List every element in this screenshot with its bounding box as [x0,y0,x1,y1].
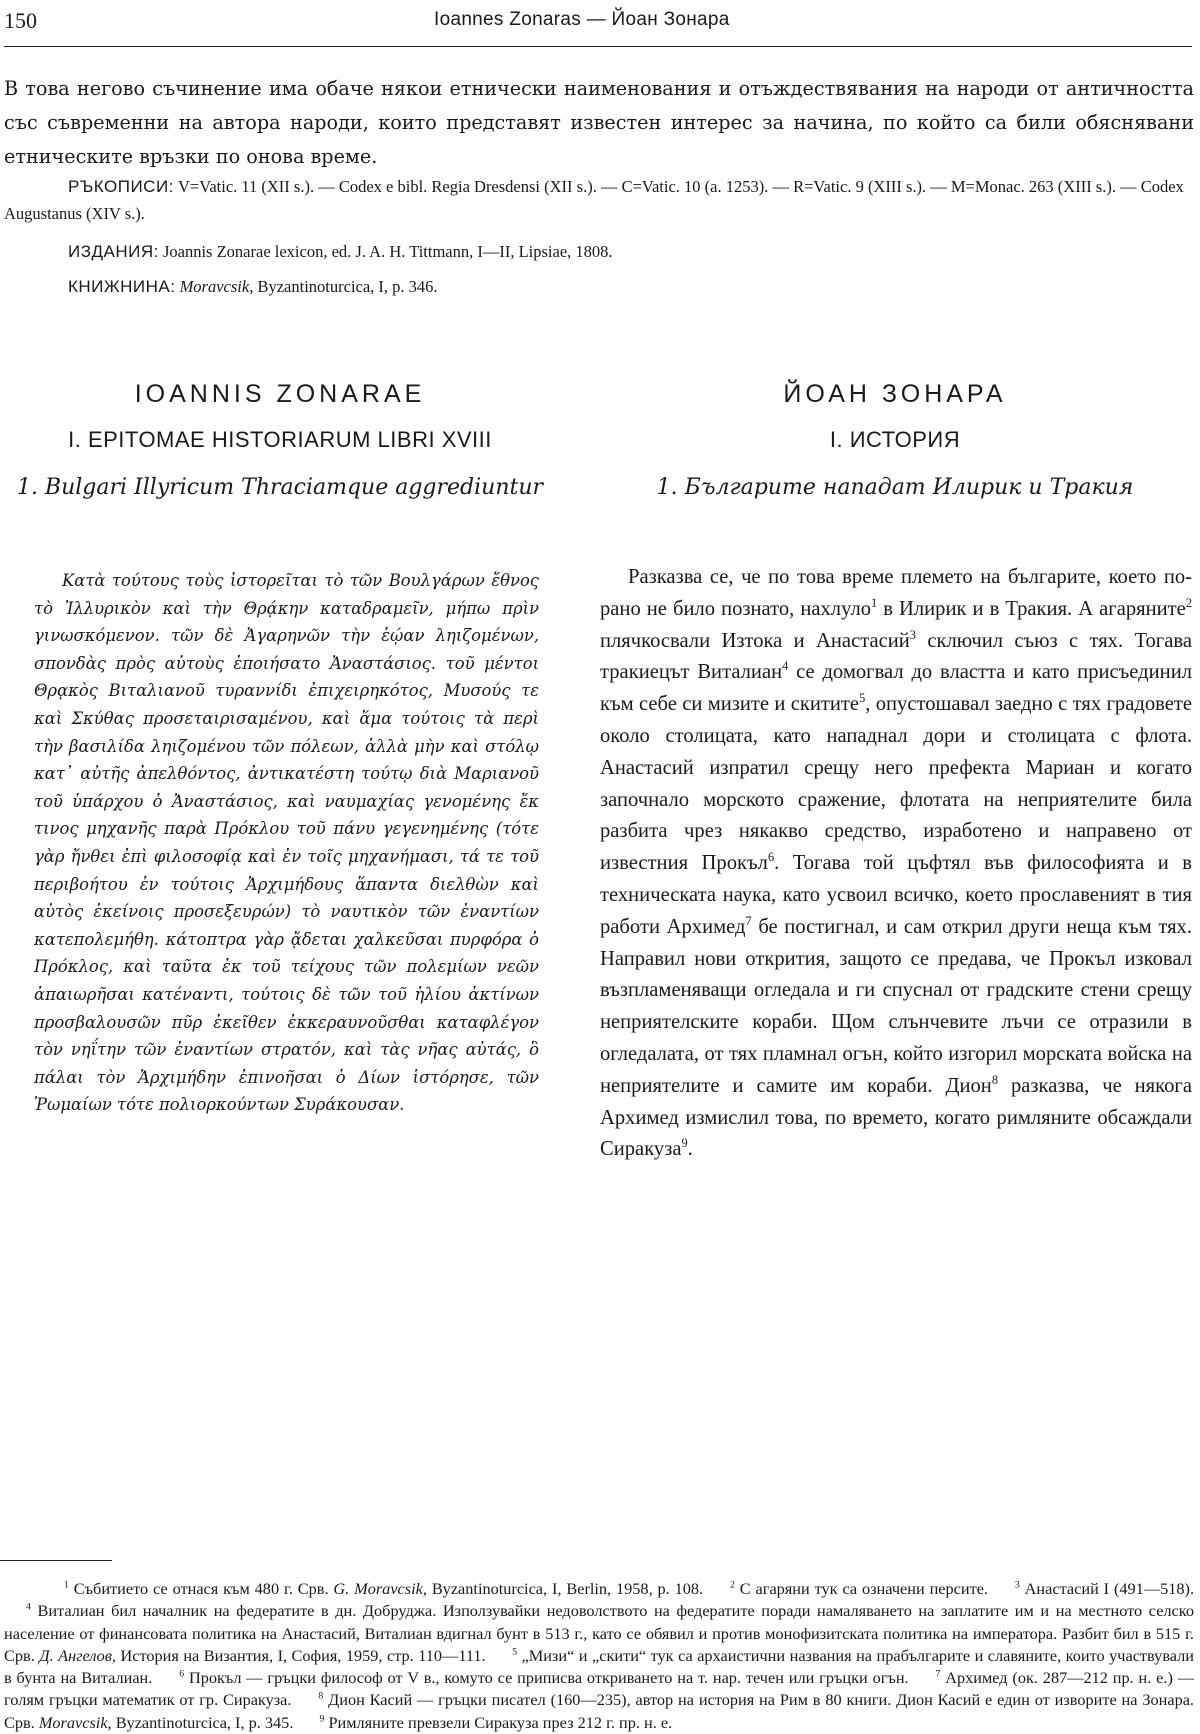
footnote-marker: 5 [859,691,866,706]
paragraph-text-run: в Илирик и в Тракия. А агаряните [877,597,1186,620]
footnote-number: 9 [319,1713,325,1725]
paragraph-text-run: плячкосвали Изтока и Анастасий [600,629,910,652]
paragraph-text-run: сключил съюз с тях. Тогава тракиецът Виталиан [600,629,1192,684]
footnote-text: Byzantinoturcica, I, Berlin, 1958, p. 108. [426,1579,704,1598]
footnote-marker: 4 [782,659,789,674]
bulgarian-work-heading: I. ИСТОРИЯ [829,427,961,452]
footnote-3 [993,1579,1194,1598]
footnote-1 [4,1579,703,1598]
footnote-text: История на Византия, I, София, 1959, стр. 110—111. [115,1645,486,1665]
footnote-text: Виталиан бил началник на федератите в дн. Добруджа. Използувайки недоволството на федератите поради намаляването на заплатите им и на местното селско население от финансовата политика на Анастасий, Виталиан вдигнал бунт в 513 г., като се обявил и против монофизитската политика на императора. Разбит бил в 515 г. Срв. [4,1601,1194,1665]
editions-entry [4,238,1194,265]
footnote-2 [708,1579,988,1598]
footnote-number: 4 [26,1601,31,1613]
footnote-marker: 2 [1185,595,1192,610]
footnote-number: 3 [1014,1579,1020,1591]
footnote-text: Архимед (ок. 287—212 пр. н. е.) — голям гръцки математик от гр. Сиракуза. [4,1668,1195,1710]
footnote-number: 7 [935,1668,941,1680]
manuscripts-text: V=Vatic. 11 (XII s.). — Codex e bibl. Regia Dresdensi (XII s.). — C=Vatic. 10 (a. 1253). — R=Vatic. 9 (XIII s.). — M=Monac. 263 (XIII s.). — Codex Augustanus (XIV s.). [4,177,1184,223]
bulgarian-text-column [600,562,1192,1166]
paragraph-text-run: разказва, че някога Архимед измислил това, по времето, когато римляните обсаждали Сиракуза [600,1074,1193,1161]
footnote-marker: 1 [871,595,878,610]
footnote-text: С агаряни тук са означени персите. [739,1579,988,1598]
bulgarian-column-heading [600,380,1190,502]
paragraph-text-run: , опустошавал заедно с тях градовете около столицата, като нападнал дори и столицата с флота. Анастасий изпратил срещу него префекта Мариан и когато започнало морското сражение, флотата на неприятелите била разбита чрез някакво средство, изработено и направено от известния Прокъл [600,693,1193,875]
latin-column-heading [0,380,560,502]
latin-work-heading: I. EPITOMAE HISTORIARUM LIBRI XVIII [68,427,492,452]
bulgarian-section-heading: 1. Българите нападат Илирик и Тракия [656,475,1134,500]
literature-label: КНИЖНИНА: [68,277,176,296]
footnote-text: Събитието се отнася към 480 г. Срв. [73,1579,334,1598]
latin-section-heading: 1. Bulgari Illyricum Thraciamque aggrediuntur [16,475,544,500]
manuscripts-label: РЪКОПИСИ: [68,177,174,196]
footnote-9 [297,1713,672,1732]
greek-paragraph: Κατὰ τούτους τοὺς ἱστορεῖται τὸ τῶν Βουλγάρων ἔθνος τὸ Ἰλλυρικὸν καὶ τὴν Θρᾴκην καταδραμεῖν, μήπω πρὶν γινωσκόμενον. τῶν δὲ Ἀγαρηνῶν τὴν ἑῴαν ληιζομένων, σπονδὰς πρὸς αὐτοὺς ἐποιήσατο Ἀναστάσιος. τοῦ μέντοι Θρᾳκὸς Βιταλιανοῦ τυραννίδι ἐπιχειρηκότος, Μυσούς τε καὶ Σκύθας προσεταιρισαμένου, καὶ ἅμα τούτοις τὰ περὶ τὴν βασιλίδα ληιζομένου τῶν πόλεων, ἀλλὰ μὴν καὶ στόλῳ κατ᾿ αὐτῆς ἀπελθόντος, ἀντικατέστη τούτῳ διὰ Μαριανοῦ τοῦ ὑπάρχου ὁ Ἀναστάσιος, καὶ ναυμαχίας γενομένης ἔκ τινος μηχανῆς παρὰ Πρόκλου τοῦ πάνυ γεγενημένης (τότε γὰρ ἤνθει ἐπὶ φιλοσοφίᾳ καὶ ἐν τοῖς μηχανήμασι, τά τε τοῦ περιβοήτου ἐν τούτοις Ἀρχιμήδους ἅπαντα διελθὼν καὶ αὐτὸς ἐκείνοις προσεξευρών) τὸ ναυτικὸν τῶν ἐναντίων κατεπολεμήθη. κάτοπτρα γὰρ ᾄδεται χαλκεῦσαι πυρφόρα ὁ Πρόκλος, καὶ ταῦτα ἐκ τοῦ τείχους τῶν πολεμίων νεῶν ἀπαιωρῆσαι κατέναντι, τούτοις δὲ τῶν τοῦ ἡλίου ἀκτίνων προσβαλουσῶν πῦρ ἐκεῖθεν ἐκκεραυνοῦσθαι καταφλέγον τὸν νηΐτην τῶν ἐναντίων στρατόν, καὶ τὰς νῆας αὐτάς, ὃ πάλαι τὸν Ἀρχιμήδην ἐπινοῆσαι ὁ Δίων ἱστόρησε, τῶν Ῥωμαίων τότε πολιορκούντων Συράκουσαν. [34,571,539,1115]
greek-text-column [34,567,539,1119]
bulgarian-author-heading: ЙОАН ЗОНАРА [783,380,1007,408]
paragraph-text-run: . Тогава той цъфтял във философията и в техническата наука, като усвоил всичко, което прославеният в тия работи Архимед [600,852,1192,938]
footnote-rule [0,1560,112,1561]
footnote-number: 2 [730,1579,735,1591]
footnote-text: Дион Касий — гръцки писател (160—235), автор на история на Рим в 80 книги. Дион Касий е един от изворите на Зонара. Срв. [4,1690,1195,1732]
footnote-marker: 8 [991,1072,999,1087]
footnotes [4,1578,1194,1734]
footnote-text: Римляните превзели Сиракуза през 212 г. пр. н. е. [328,1712,673,1732]
literature-text: Byzantinoturcica, I, p. 346. [257,277,438,296]
footnote-marker: 3 [909,627,916,642]
footnote-marker: 7 [745,913,752,928]
footnote-text: Анастасий I (491—518). [1024,1579,1195,1598]
intro-paragraph: В това негово съчинение има обаче някои етнически наименования и отъждествявания на народи от античността със съвременни на автора народи, които представят известен интерес за начина, по който са били обяснявани етническите връзки по онова време. [4,77,1194,168]
editions-text: Joannis Zonarae lexicon, ed. J. A. H. Tittmann, I—II, Lipsiae, 1808. [162,242,613,261]
footnote-6 [157,1668,908,1687]
footnote-author: Moravcsik, [38,1712,112,1732]
footnote-text: Прокъл — гръцки философ от V в., комуто се приписва откриването на т. нар. течен или гръцки огън. [188,1668,909,1688]
header-rule [4,46,1192,47]
running-title: Ioannes Zonaras — Йоан Зонара [434,9,730,30]
paragraph-text-run: бе постигнал, и сам открил други неща към тях. Направил нови открития, защото се предава, че Прокъл изковал възпламеняващи огледала и ги спуснал от градските стени срещу неприятелските кораби. Щом слънчевите лъчи се отразили в огледалата, от тях пламнал огън, който изгорил морската войска на неприятелите и самите им кораби. Дион [600,915,1193,1097]
footnote-number: 6 [179,1668,185,1680]
paragraph-text-run: . [687,1138,693,1161]
paragraph-text-run: Разказва се, че по това време племето на българите, което по-рано не било познато, нахлуло [600,566,1192,620]
footnote-author: G. Moravcsik, [333,1579,427,1598]
running-header [4,8,1192,42]
footnote-text: Byzantinoturcica, I, p. 345. [111,1712,294,1732]
paragraph-text-run: се домогвал до властта и като присъединил към себе си мизите и скитите [600,661,1192,716]
page-number: 150 [4,8,37,33]
footnote-number: 5 [512,1646,518,1658]
footnote-author: Д. Ангелов, [39,1645,116,1665]
literature-entry [4,273,1194,300]
bulgarian-paragraph [600,562,1192,1166]
footnote-number: 8 [318,1691,324,1703]
latin-author-heading: IOANNIS ZONARAE [134,380,426,408]
editions-label: ИЗДАНИЯ: [68,242,159,261]
footnote-number: 1 [64,1579,69,1591]
footnote-text: „Мизи“ и „скити“ тук са архаистични названия на прабългарите и славяните, които участвували в бунта на Виталиан. [4,1645,1194,1688]
footnote-marker: 9 [681,1136,688,1151]
literature-author: Moravcsik, [179,277,254,296]
manuscripts-entry [4,173,1194,227]
footnote-marker: 6 [767,850,775,865]
